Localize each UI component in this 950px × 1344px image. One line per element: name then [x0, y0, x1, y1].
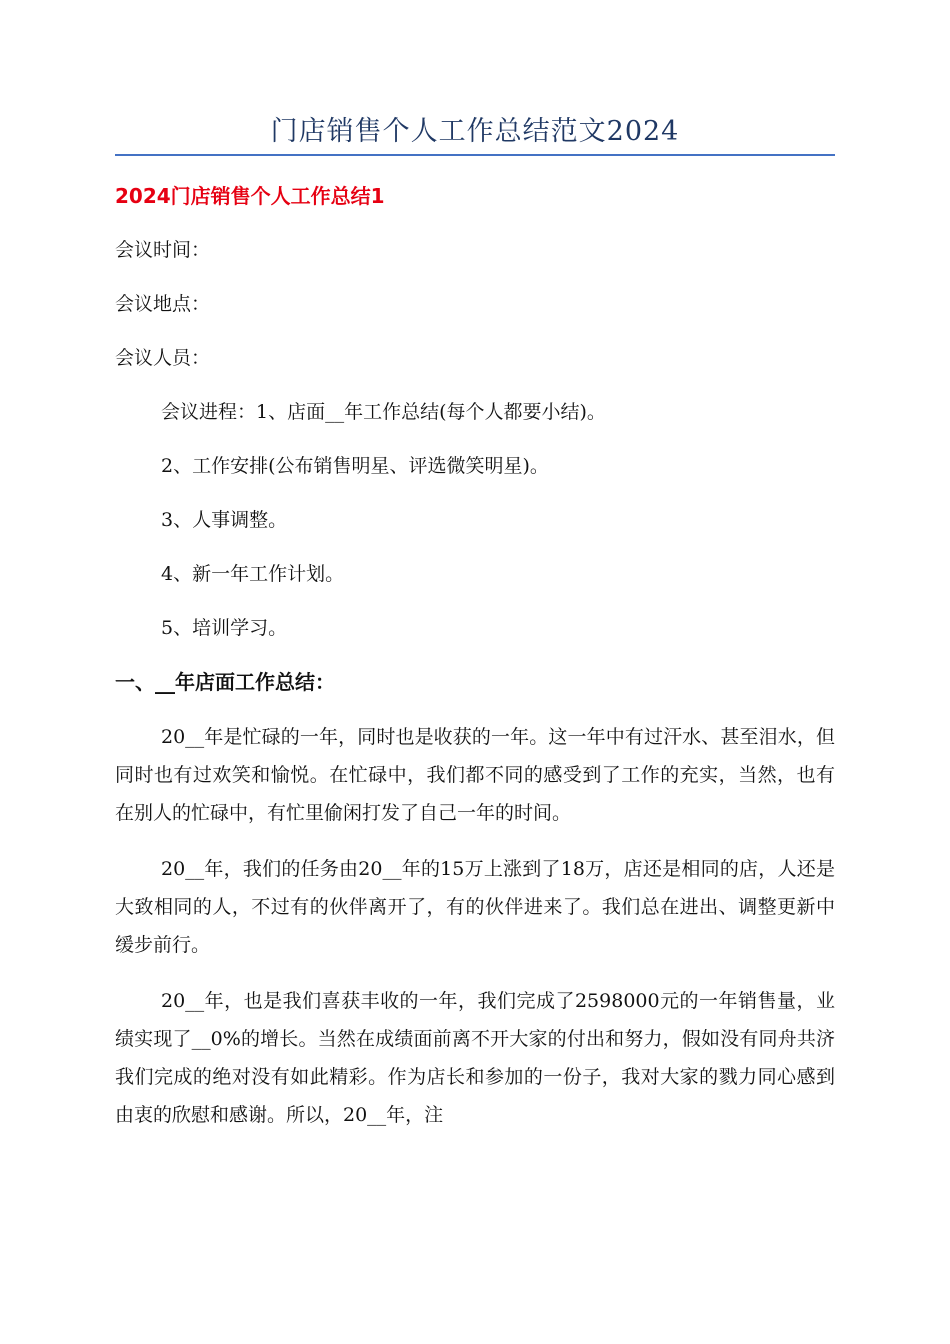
agenda-item: 2、工作安排(公布销售明星、评选微笑明星)。: [161, 455, 549, 477]
body-paragraph: 20__年是忙碌的一年，同时也是收获的一年。这一年中有过汗水、甚至泪水，但同时也有过欢笑和愉悦。在忙碌中，我们都不同的感受到了工作的充实，当然，也有在别人的忙碌中，有忙里偷闲打发了自己一年的时间。: [115, 726, 835, 824]
title-underline: [115, 154, 835, 156]
body-paragraph: 20__年，也是我们喜获丰收的一年，我们完成了2598000元的一年销售量，业绩实现了__0%的增长。当然在成绩面前离不开大家的付出和努力，假如没有同舟共济我们完成的绝对没有如此精彩。作为店长和参加的一份子，我对大家的戮力同心感到由衷的欣慰和感谢。所以，20__年，注: [115, 990, 835, 1126]
meeting-people-label: 会议人员：: [115, 347, 211, 369]
document-title: 门店销售个人工作总结范文2024: [270, 116, 680, 147]
meeting-place-label: 会议地点：: [115, 293, 211, 315]
agenda-item: 4、新一年工作计划。: [161, 563, 345, 585]
agenda-item: 5、培训学习。: [161, 617, 288, 639]
agenda-item: 会议进程：1、店面__年工作总结(每个人都要小结)。: [161, 401, 606, 423]
agenda-item: 3、人事调整。: [161, 509, 288, 531]
subsection-heading: 一、__年店面工作总结：: [115, 670, 335, 694]
document-body: [115, 178, 835, 1134]
meeting-time-label: 会议时间：: [115, 239, 211, 261]
body-paragraph: 20__年，我们的任务由20__年的15万上涨到了18万，店还是相同的店，人还是大致相同的人，不过有的伙伴离开了，有的伙伴进来了。我们总在进出、调整更新中缓步前行。: [115, 858, 835, 956]
section-heading: 2024门店销售个人工作总结1: [115, 184, 385, 208]
